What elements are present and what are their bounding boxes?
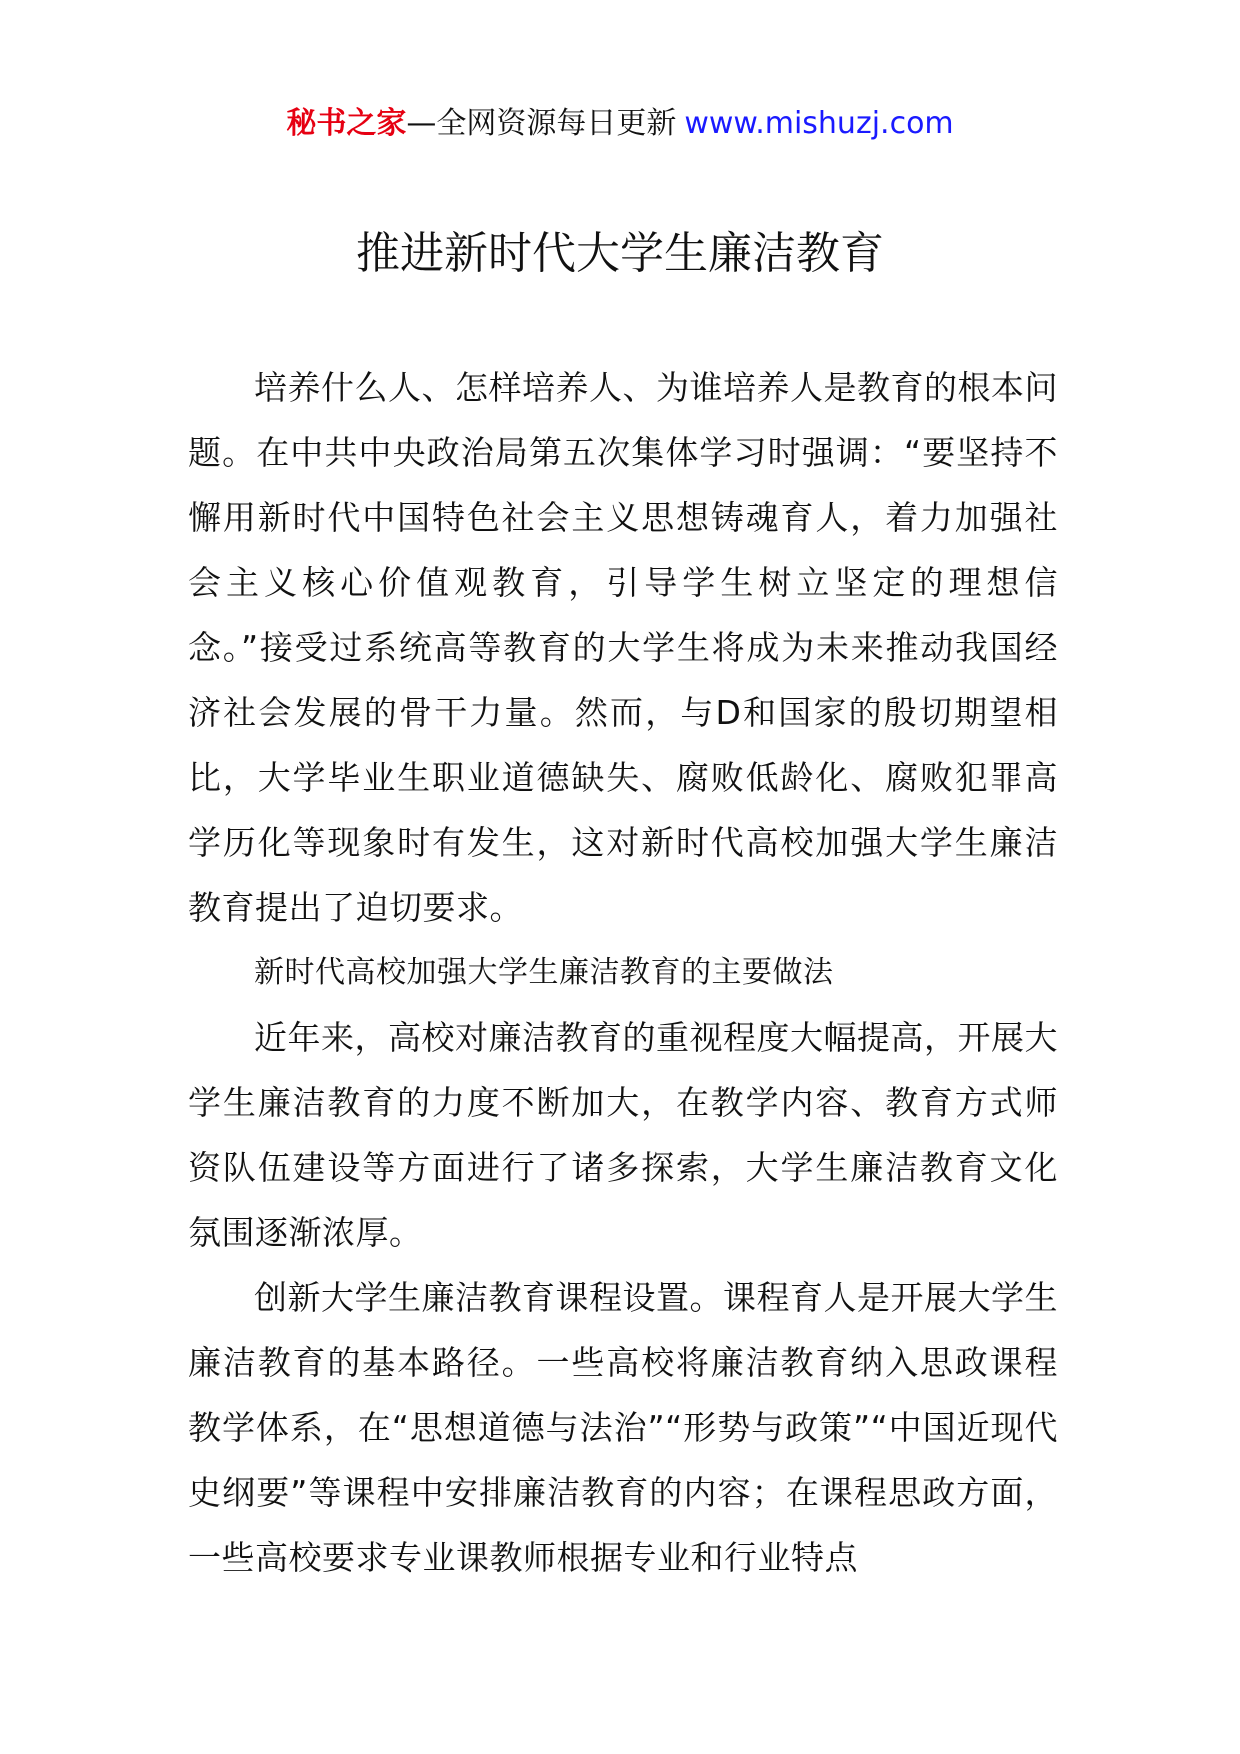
site-header xyxy=(0,100,1240,148)
site-brand: 秘书之家 xyxy=(286,106,407,141)
section-heading: 新时代高校加强大学生廉洁教育的主要做法 xyxy=(254,955,834,990)
paragraph-curriculum: 创新大学生廉洁教育课程设置。课程育人是开展大学生廉洁教育的基本路径。一些高校将廉洁教育纳入思政课程教学体系，在“思想道德与法治”“形势与政策”“中国近现代史纲要”等课程中安排廉洁教育的内容；在课程思政方面，一些高校要求专业课教师根据专业和行业特点 xyxy=(188,1278,1058,1577)
paragraph-overview: 近年来，高校对廉洁教育的重视程度大幅提高，开展大学生廉洁教育的力度不断加大，在教学内容、教育方式师资队伍建设等方面进行了诸多探索，大学生廉洁教育文化氛围逐渐浓厚。 xyxy=(188,1018,1058,1252)
site-slogan: —全网资源每日更新 xyxy=(406,106,677,141)
document-body xyxy=(188,355,1058,1590)
document-title: 推进新时代大学生廉洁教育 xyxy=(356,228,884,279)
paragraph-intro: 培养什么人、怎样培养人、为谁培养人是教育的根本问题。在中共中央政治局第五次集体学习时强调：“要坚持不懈用新时代中国特色社会主义思想铸魂育人，着力加强社会主义核心价值观教育，引导学生树立坚定的理想信念。”接受过系统高等教育的大学生将成为未来推动我国经济社会发展的骨干力量。然而，与D和国家的殷切期望相比，大学毕业生职业道德缺失、腐败低龄化、腐败犯罪高学历化等现象时有发生，这对新时代高校加强大学生廉洁教育提出了迫切要求。 xyxy=(188,368,1058,927)
site-url-link[interactable]: www.mishuzj.com xyxy=(684,106,954,141)
